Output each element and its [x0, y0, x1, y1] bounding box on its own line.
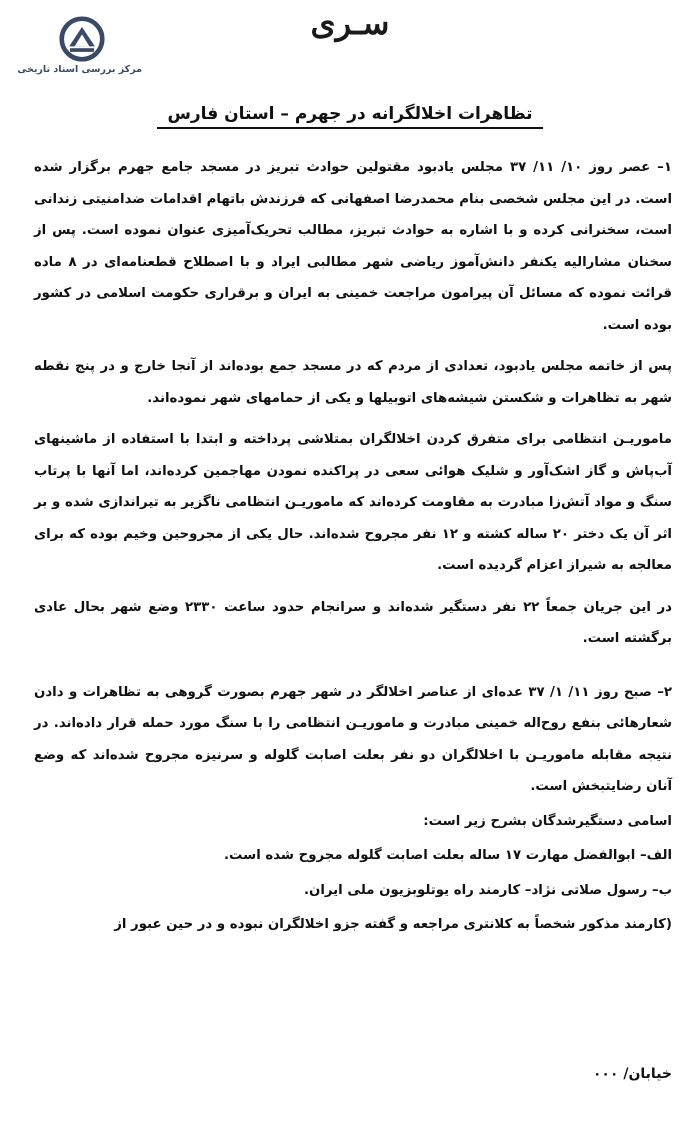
paragraph-item-9: (کارمند مذکور شخصاً به کلانتری مراجعه و گفته جزو اخلالگران نبوده و در حین عبور از — [114, 917, 672, 932]
document-title-text: تظاهرات اخلالگرانه در جهرم – استان فارس — [157, 104, 542, 129]
paragraph-item-4: در این جریان جمعاً ۲۲ نفر دستگیر شده‌اند و سرانجام حدود ساعت ۲۳۳۰ وضع شهر بحال عادی برگشته است. — [34, 599, 672, 646]
paragraph-item-3: ماموریـن انتظامی برای متفرق کردن اخلالگران بمتلاشی پرداخته و ابتدا با استفاده از ماشینهای آب‌پاش و گاز اشک‌آور و شلیک هوائی سعی در پراکنده نمودن مهاجمین کرده‌اند، اما آنها با پرتاب سنگ و مواد آتش‌زا مبادرت به مقاومت کرده‌اند که ماموریـن انتظامی ناگزیر به تیراندازی شده و بر اثر آن یک دختر ۲۰ ساله کشته و ۱۲ نفر مجروح شده‌اند. حال یکی از مجروحین وخیم بوده که برای معالجه به شیراز اعزام گردیده است. — [34, 432, 672, 573]
classification-stamp: سـری — [310, 4, 390, 42]
document-title — [0, 104, 700, 129]
archive-center-logo-icon — [59, 16, 105, 62]
logo-caption: مرکز بررسی اسناد تاریخی — [17, 64, 142, 75]
footer-line: خیابان/ ۰۰۰ — [592, 1066, 672, 1082]
paragraph-item-2: پس از خاتمه مجلس یادبود، تعدادی از مردم که در مسجد جمع بوده‌اند از آنجا خارج و در پنج نقطه شهر به تظاهرات و شکستن شیشه‌های اتوبیلها و یکی از حمامهای شهر نموده‌اند. — [34, 359, 672, 406]
archive-logo — [17, 16, 142, 75]
document-body — [34, 152, 672, 944]
paragraph-item-7: الف– ابوالفضل مهارت ۱۷ ساله بعلت اصابت گلوله مجروح شده است. — [223, 848, 672, 863]
paragraph-item-6: اسامی دستگیرشدگان بشرح زیر است: — [423, 813, 672, 829]
paragraph-item-8: ب– رسول صلاتی نژاد– کارمند راه یوتلوبزیون ملی ایران. — [303, 882, 672, 898]
paragraph-item-5: ۲– صبح روز ۱۱/ ۱/ ۳۷ عده‌ای از عناصر اخلالگر در شهر جهرم بصورت گروهی به تظاهرات و دادن شعارهائی بنفع روح‌اله خمینی مبادرت و ماموریـن انتظامی را با سنگ مورد حمله قرار داده‌اند. در نتیجه مقابله ماموریـن با اخلالگران دو نفر بعلت اصابت گلوله و سرنیزه مجروح شده‌اند که وضع آنان رضایتبخش است. — [34, 684, 672, 794]
paragraph-item-1: ۱– عصر روز ۱۰/ ۱۱/ ۳۷ مجلس یادبود مقتولین حوادث تبریز در مسجد جامع جهرم برگزار شده است. در این مجلس شخصی بنام محمدرضا اصفهانی که فرزندش باتهام اقدامات ضدامنیتی زندانی است، سخنرانی کرده و با اشاره به حوادث تبریز، مطالب تحریک‌آمیزی عنوان نموده است. پس از سخنان مشارالیه یکنفر دانش‌آموز ریاضی شهر مطالبی ایراد و با اصطلاح قطعنامه‌ای در ۸ ماده قرائت نموده که مسائل آن پیرامون مراجعت خمینی به ایران و برقراری حکومت اسلامی در کشور بوده است. — [34, 160, 672, 333]
